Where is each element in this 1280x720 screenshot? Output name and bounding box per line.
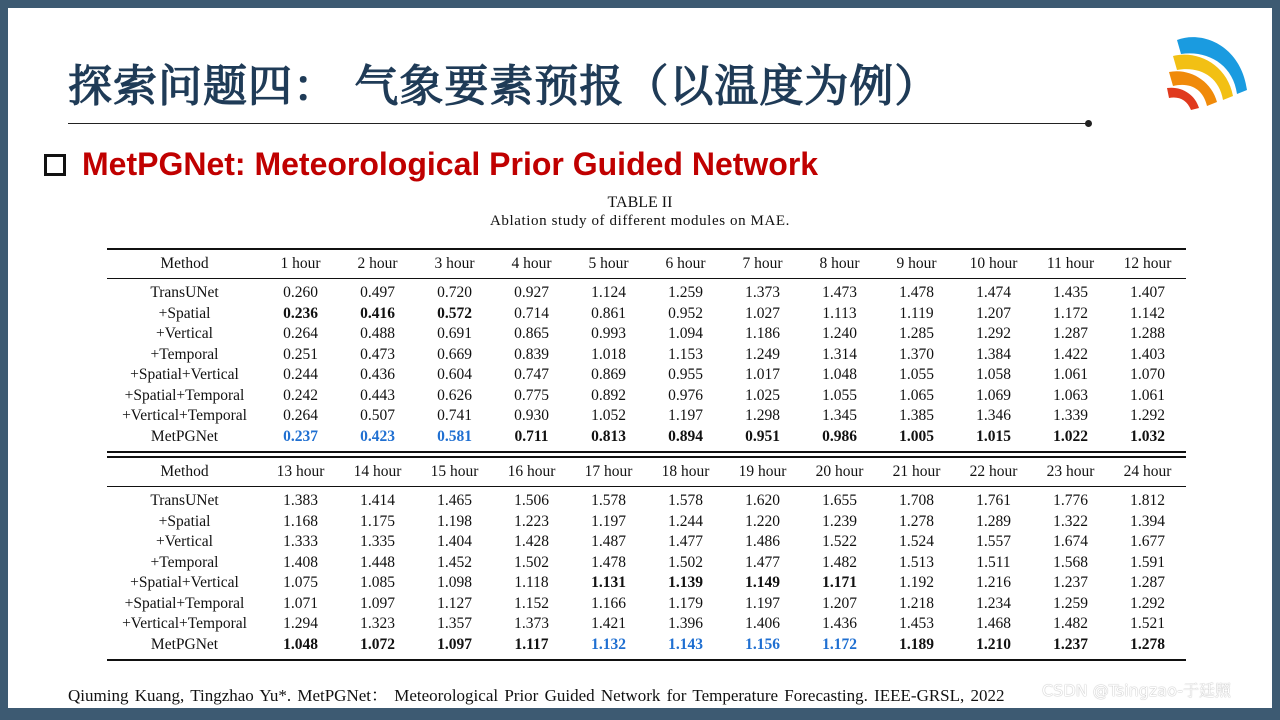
slide [8, 8, 1272, 708]
ablation-table [107, 248, 1186, 661]
table-header-cell: Method [160, 463, 209, 480]
value-cell: 0.865 [514, 325, 549, 343]
value-cell: 0.443 [360, 386, 395, 404]
value-cell: 1.085 [360, 574, 395, 592]
value-cell: 1.406 [745, 615, 780, 633]
value-cell: 1.414 [360, 492, 395, 510]
value-cell: 0.473 [360, 345, 395, 363]
value-cell: 1.216 [976, 574, 1011, 592]
table-row [107, 365, 1186, 386]
value-cell: 1.385 [899, 407, 934, 425]
table-header-cell: 23 hour [1046, 463, 1095, 480]
value-cell: 0.714 [514, 304, 549, 322]
value-cell: 1.502 [514, 553, 549, 571]
divider-dot [1085, 120, 1092, 127]
value-cell: 0.986 [822, 427, 857, 445]
value-cell: 1.708 [899, 492, 934, 510]
table-header-cell: 8 hour [819, 255, 860, 272]
value-cell: 1.422 [1053, 345, 1088, 363]
value-cell: 1.061 [1053, 366, 1088, 384]
value-cell: 0.572 [437, 304, 472, 322]
value-cell: 1.448 [360, 553, 395, 571]
value-cell: 1.189 [899, 635, 934, 653]
value-cell: 1.058 [976, 366, 1011, 384]
table-header-cell: 4 hour [511, 255, 552, 272]
value-cell: 1.292 [976, 325, 1011, 343]
value-cell: 1.022 [1053, 427, 1088, 445]
method-cell: +Spatial+Temporal [124, 386, 245, 404]
value-cell: 1.218 [899, 594, 934, 612]
value-cell: 1.171 [822, 574, 857, 592]
value-cell: 1.065 [899, 386, 934, 404]
value-cell: 1.239 [822, 512, 857, 530]
value-cell: 0.951 [745, 427, 780, 445]
value-cell: 1.098 [437, 574, 472, 592]
value-cell: 1.244 [668, 512, 703, 530]
value-cell: 1.071 [283, 594, 318, 612]
table-header-cell: 11 hour [1046, 255, 1095, 272]
value-cell: 0.927 [514, 284, 549, 302]
table-header-cell: 12 hour [1123, 255, 1172, 272]
value-cell: 1.407 [1130, 284, 1165, 302]
value-cell: 1.287 [1053, 325, 1088, 343]
value-cell: 1.048 [283, 635, 318, 653]
value-cell: 1.142 [1130, 304, 1165, 322]
value-cell: 1.578 [668, 492, 703, 510]
value-cell: 1.197 [745, 594, 780, 612]
value-cell: 0.236 [283, 304, 318, 322]
method-cell: TransUNet [150, 492, 219, 510]
table-header-row [107, 250, 1186, 278]
value-cell: 0.952 [668, 304, 703, 322]
value-cell: 1.677 [1130, 533, 1165, 551]
table-row [107, 283, 1186, 304]
value-cell: 1.118 [514, 574, 549, 592]
value-cell: 1.005 [899, 427, 934, 445]
value-cell: 1.168 [283, 512, 318, 530]
value-cell: 1.521 [1130, 615, 1165, 633]
value-cell: 0.416 [360, 304, 395, 322]
value-cell: 1.776 [1053, 492, 1088, 510]
watermark: CSDN @Tsingzao-于廷照 [1042, 681, 1231, 700]
table-header-cell: 7 hour [742, 255, 783, 272]
value-cell: 1.522 [822, 533, 857, 551]
value-cell: 0.669 [437, 345, 472, 363]
value-cell: 1.486 [745, 533, 780, 551]
value-cell: 1.192 [899, 574, 934, 592]
value-cell: 0.423 [360, 427, 395, 445]
method-cell: TransUNet [150, 284, 219, 302]
value-cell: 0.839 [514, 345, 549, 363]
table-header-cell: 17 hour [584, 463, 633, 480]
value-cell: 1.172 [822, 635, 857, 653]
value-cell: 0.581 [437, 427, 472, 445]
value-cell: 0.930 [514, 407, 549, 425]
value-cell: 0.260 [283, 284, 318, 302]
value-cell: 1.314 [822, 345, 857, 363]
value-cell: 0.720 [437, 284, 472, 302]
value-cell: 1.172 [1053, 304, 1088, 322]
table-header-cell: 19 hour [738, 463, 787, 480]
value-cell: 1.655 [822, 492, 857, 510]
value-cell: 1.131 [591, 574, 626, 592]
table-header-cell: 22 hour [969, 463, 1018, 480]
slide-title: 探索问题四： 气象要素预报（以温度为例） [68, 61, 940, 112]
value-cell: 1.175 [360, 512, 395, 530]
value-cell: 1.487 [591, 533, 626, 551]
value-cell: 1.568 [1053, 553, 1088, 571]
value-cell: 0.955 [668, 366, 703, 384]
method-cell: +Temporal [150, 553, 219, 571]
table-row [107, 427, 1186, 448]
value-cell: 1.370 [899, 345, 934, 363]
value-cell: 1.289 [976, 512, 1011, 530]
value-cell: 0.507 [360, 407, 395, 425]
value-cell: 1.055 [899, 366, 934, 384]
value-cell: 1.166 [591, 594, 626, 612]
value-cell: 1.428 [514, 533, 549, 551]
value-cell: 0.747 [514, 366, 549, 384]
value-cell: 1.097 [437, 635, 472, 653]
value-cell: 1.259 [1053, 594, 1088, 612]
value-cell: 1.015 [976, 427, 1011, 445]
value-cell: 1.075 [283, 574, 318, 592]
value-cell: 1.094 [668, 325, 703, 343]
value-cell: 1.403 [1130, 345, 1165, 363]
value-cell: 1.335 [360, 533, 395, 551]
value-cell: 1.292 [1130, 594, 1165, 612]
value-cell: 1.524 [899, 533, 934, 551]
value-cell: 1.052 [591, 407, 626, 425]
value-cell: 1.383 [283, 492, 318, 510]
value-cell: 1.027 [745, 304, 780, 322]
value-cell: 1.117 [514, 635, 549, 653]
table-row [107, 635, 1186, 656]
value-cell: 1.139 [668, 574, 703, 592]
method-cell: MetPGNet [150, 427, 219, 445]
value-cell: 0.813 [591, 427, 626, 445]
value-cell: 1.186 [745, 325, 780, 343]
value-cell: 0.894 [668, 427, 703, 445]
value-cell: 1.474 [976, 284, 1011, 302]
value-cell: 1.132 [591, 635, 626, 653]
value-cell: 1.761 [976, 492, 1011, 510]
table-row [107, 532, 1186, 553]
table-header-cell: Method [160, 255, 209, 272]
value-cell: 1.207 [976, 304, 1011, 322]
method-cell: +Spatial [158, 512, 211, 530]
table-row [107, 594, 1186, 615]
table-header-cell: 9 hour [896, 255, 937, 272]
value-cell: 1.063 [1053, 386, 1088, 404]
table-subcaption: Ablation study of different modules on MAE. [489, 213, 791, 229]
value-cell: 1.197 [591, 512, 626, 530]
value-cell: 0.264 [283, 325, 318, 343]
value-cell: 1.294 [283, 615, 318, 633]
method-cell: +Vertical+Temporal [122, 615, 247, 633]
value-cell: 1.435 [1053, 284, 1088, 302]
value-cell: 1.482 [1053, 615, 1088, 633]
value-cell: 0.993 [591, 325, 626, 343]
subtitle-text: MetPGNet: Meteorological Prior Guided Network [82, 146, 819, 182]
table-row [107, 491, 1186, 512]
value-cell: 0.264 [283, 407, 318, 425]
value-cell: 1.465 [437, 492, 472, 510]
value-cell: 1.278 [899, 512, 934, 530]
value-cell: 1.453 [899, 615, 934, 633]
method-cell: +Vertical+Temporal [122, 407, 247, 425]
value-cell: 1.513 [899, 553, 934, 571]
value-cell: 0.626 [437, 386, 472, 404]
value-cell: 1.156 [745, 635, 780, 653]
value-cell: 1.506 [514, 492, 549, 510]
value-cell: 1.032 [1130, 427, 1165, 445]
value-cell: 1.478 [591, 553, 626, 571]
value-cell: 0.741 [437, 407, 472, 425]
citation: Qiuming Kuang, Tingzhao Yu*. MetPGNet： Meteorological Prior Guided Network for Temperature Forecasting. IEEE-GRSL, 2022 [68, 686, 1005, 705]
table-header-cell: 10 hour [969, 255, 1018, 272]
value-cell: 1.237 [1053, 574, 1088, 592]
title-divider [68, 123, 1090, 124]
value-cell: 1.620 [745, 492, 780, 510]
value-cell: 1.292 [1130, 407, 1165, 425]
value-cell: 1.234 [976, 594, 1011, 612]
table-header-cell: 2 hour [357, 255, 398, 272]
table-header-cell: 14 hour [353, 463, 402, 480]
table-header-cell: 24 hour [1123, 463, 1172, 480]
table-row [107, 406, 1186, 427]
value-cell: 1.198 [437, 512, 472, 530]
value-cell: 1.197 [668, 407, 703, 425]
value-cell: 1.179 [668, 594, 703, 612]
table-header-cell: 13 hour [276, 463, 325, 480]
value-cell: 1.048 [822, 366, 857, 384]
value-cell: 1.285 [899, 325, 934, 343]
value-cell: 1.468 [976, 615, 1011, 633]
sunrise-logo-icon [1163, 32, 1251, 112]
method-cell: +Vertical [156, 325, 213, 343]
value-cell: 1.323 [360, 615, 395, 633]
value-cell: 1.149 [745, 574, 780, 592]
table-rule-bottom [107, 659, 1186, 661]
method-cell: +Spatial+Vertical [130, 574, 239, 592]
value-cell: 1.143 [668, 635, 703, 653]
table-header-cell: 15 hour [430, 463, 479, 480]
table-header-cell: 20 hour [815, 463, 864, 480]
value-cell: 1.396 [668, 615, 703, 633]
method-cell: +Spatial [158, 304, 211, 322]
value-cell: 1.153 [668, 345, 703, 363]
value-cell: 1.025 [745, 386, 780, 404]
value-cell: 1.298 [745, 407, 780, 425]
value-cell: 0.251 [283, 345, 318, 363]
value-cell: 1.288 [1130, 325, 1165, 343]
value-cell: 1.477 [668, 533, 703, 551]
value-cell: 1.249 [745, 345, 780, 363]
value-cell: 1.333 [283, 533, 318, 551]
table-header-cell: 5 hour [588, 255, 629, 272]
table-row [107, 304, 1186, 325]
value-cell: 0.237 [283, 427, 318, 445]
value-cell: 0.892 [591, 386, 626, 404]
value-cell: 1.259 [668, 284, 703, 302]
table-header-cell: 21 hour [892, 463, 941, 480]
value-cell: 1.346 [976, 407, 1011, 425]
table-caption: TABLE II [607, 194, 673, 211]
value-cell: 1.018 [591, 345, 626, 363]
value-cell: 0.242 [283, 386, 318, 404]
table-row [107, 573, 1186, 594]
value-cell: 1.127 [437, 594, 472, 612]
value-cell: 1.674 [1053, 533, 1088, 551]
value-cell: 1.278 [1130, 635, 1165, 653]
value-cell: 1.591 [1130, 553, 1165, 571]
value-cell: 1.017 [745, 366, 780, 384]
value-cell: 0.497 [360, 284, 395, 302]
value-cell: 1.394 [1130, 512, 1165, 530]
value-cell: 1.055 [822, 386, 857, 404]
value-cell: 0.775 [514, 386, 549, 404]
value-cell: 1.322 [1053, 512, 1088, 530]
value-cell: 0.436 [360, 366, 395, 384]
table-header-cell: 6 hour [665, 255, 706, 272]
method-cell: +Temporal [150, 345, 219, 363]
value-cell: 1.384 [976, 345, 1011, 363]
value-cell: 1.511 [976, 553, 1011, 571]
value-cell: 1.070 [1130, 366, 1165, 384]
value-cell: 1.339 [1053, 407, 1088, 425]
table-header-cell: 1 hour [280, 255, 321, 272]
value-cell: 1.072 [360, 635, 395, 653]
value-cell: 0.244 [283, 366, 318, 384]
value-cell: 1.373 [514, 615, 549, 633]
value-cell: 1.113 [822, 304, 857, 322]
value-cell: 1.207 [822, 594, 857, 612]
value-cell: 1.237 [1053, 635, 1088, 653]
value-cell: 0.604 [437, 366, 472, 384]
value-cell: 0.869 [591, 366, 626, 384]
value-cell: 1.578 [591, 492, 626, 510]
value-cell: 1.408 [283, 553, 318, 571]
value-cell: 1.436 [822, 615, 857, 633]
value-cell: 1.473 [822, 284, 857, 302]
square-bullet-icon [44, 154, 66, 176]
value-cell: 1.119 [899, 304, 934, 322]
table-header-cell: 3 hour [434, 255, 475, 272]
table-row [107, 324, 1186, 345]
value-cell: 1.502 [668, 553, 703, 571]
value-cell: 1.357 [437, 615, 472, 633]
table-row [107, 386, 1186, 407]
table-header-cell: 18 hour [661, 463, 710, 480]
method-cell: +Spatial+Temporal [124, 594, 245, 612]
value-cell: 1.373 [745, 284, 780, 302]
value-cell: 1.097 [360, 594, 395, 612]
value-cell: 1.421 [591, 615, 626, 633]
section-subtitle [44, 146, 818, 183]
method-cell: +Spatial+Vertical [130, 366, 239, 384]
value-cell: 1.812 [1130, 492, 1165, 510]
value-cell: 1.478 [899, 284, 934, 302]
value-cell: 1.482 [822, 553, 857, 571]
value-cell: 1.061 [1130, 386, 1165, 404]
table-row [107, 512, 1186, 533]
value-cell: 1.557 [976, 533, 1011, 551]
value-cell: 0.488 [360, 325, 395, 343]
table-header-row [107, 458, 1186, 486]
table-header-cell: 16 hour [507, 463, 556, 480]
value-cell: 0.976 [668, 386, 703, 404]
value-cell: 1.404 [437, 533, 472, 551]
method-cell: MetPGNet [150, 635, 219, 653]
value-cell: 1.220 [745, 512, 780, 530]
value-cell: 1.124 [591, 284, 626, 302]
value-cell: 0.711 [514, 427, 549, 445]
value-cell: 0.691 [437, 325, 472, 343]
value-cell: 1.152 [514, 594, 549, 612]
value-cell: 1.069 [976, 386, 1011, 404]
value-cell: 1.223 [514, 512, 549, 530]
table-row [107, 553, 1186, 574]
value-cell: 1.452 [437, 553, 472, 571]
value-cell: 1.287 [1130, 574, 1165, 592]
table-row [107, 614, 1186, 635]
value-cell: 1.210 [976, 635, 1011, 653]
table-row [107, 345, 1186, 366]
value-cell: 1.345 [822, 407, 857, 425]
value-cell: 1.477 [745, 553, 780, 571]
value-cell: 0.861 [591, 304, 626, 322]
value-cell: 1.240 [822, 325, 857, 343]
method-cell: +Vertical [156, 533, 213, 551]
